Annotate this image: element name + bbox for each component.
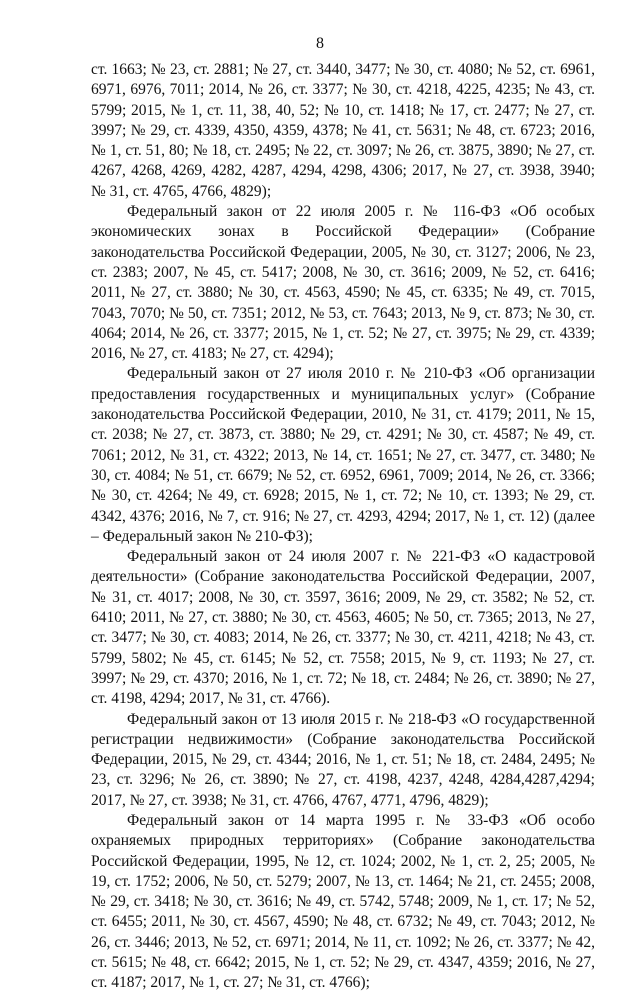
paragraph-law-33-fz: Федеральный закон от 14 марта 1995 г. № 33-ФЗ «Об особо охраняемых природных территориях» (Собрание законодательства Российской Федерации, 1995, № 12, ст. 1024; 2002, № 1, ст. 2, 25; 2005, № 19, ст. 1752; 2006, № 50, ст. 5279; 2007, № 13, ст. 1464; № 21, ст. 2455; 2008, № 29, ст. 3418; № 30, ст. 3616; № 49, ст. 5742, 5748; 2009, № 1, ст. 17; № 52, ст. 6455; 2011, № 30, ст. 4567, 4590; № 48, ст. 6732; № 49, ст. 7043; 2012, № 26, ст. 3446; 2013, № 52, ст. 6971; 2014, № 11, ст. 1092; № 26, ст. 3377; № 42, ст. 5615; № 48, ст. 6642; 2015, № 1, ст. 52; № 29, ст. 4347, 4359; 2016, № 27, ст. 4187; 2017, № 1, ст. 27; № 31, ст. 4766); bbox=[91, 811, 595, 992]
page-number: 8 bbox=[316, 35, 324, 52]
paragraph-law-221-fz: Федеральный закон от 24 июля 2007 г. № 221-ФЗ «О кадастровой деятельности» (Собрание законодательства Российской Федерации, 2007, № 31, ст. 4017; 2008, № 30, ст. 3597, 3616; 2009, № 29, ст. 3582; № 52, ст. 6410; 2011, № 27, ст. 3880; № 30, ст. 4563, 4605; № 50, ст. 7365; 2013, № 27, ст. 3477; № 30, ст. 4083; 2014, № 26, ст. 3377; № 30, ст. 4211, 4218; № 43, ст. 5799, 5802; № 45, ст. 6145; № 52, ст. 7558; 2015, № 9, ст. 1193; № 27, ст. 3997; № 29, ст. 4370; 2016, № 1, ст. 72; № 18, ст. 2484; № 26, ст. 3890; № 27, ст. 4198, 4294; 2017, № 31, ст. 4766). bbox=[91, 548, 595, 708]
paragraph-reference-continuation: ст. 1663; № 23, ст. 2881; № 27, ст. 3440, 3477; № 30, ст. 4080; № 52, ст. 6961, 6971, 6976, 7011; 2014, № 26, ст. 3377; № 30, ст. 4218, 4225, 4235; № 43, ст. 5799; 2015, № 1, ст. 11, 38, 40, 52; № 10, ст. 1418; № 17, ст. 2477; № 27, ст. 3997; № 29, ст. 4339, 4350, 4359, 4378; № 41, ст. 5631; № 48, ст. 6723; 2016, № 1, ст. 51, 80; № 18, ст. 2495; № 22, ст. 3097; № 26, ст. 3875, 3890; № 27, ст. 4267, 4268, 4269, 4282, 4287, 4294, 4298, 4306; 2017, № 27, ст. 3938, 3940; № 31, ст. 4765, 4766, 4829); bbox=[91, 61, 595, 200]
paragraph-law-218-fz: Федеральный закон от 13 июля 2015 г. № 218-ФЗ «О государственной регистрации недвижимости» (Собрание законодательства Российской Федерации, 2015, № 29, ст. 4344; 2016, № 1, ст. 51; № 18, ст. 2484, 2495; № 23, ст. 3296; № 26, ст. 3890; № 27, ст. 4198, 4237, 4248, 4284,4287,4294; 2017, № 27, ст. 3938; № 31, ст. 4766, 4767, 4771, 4796, 4829); bbox=[91, 710, 595, 809]
paragraph-law-210-fz: Федеральный закон от 27 июля 2010 г. № 210-ФЗ «Об организации предоставления государственных и муниципальных услуг» (Собрание законодательства Российской Федерации, 2010, № 31, ст. 4179; 2011, № 15, ст. 2038; № 27, ст. 3873, ст. 3880; № 29, ст. 4291; № 30, ст. 4587; № 49, ст. 7061; 2012, № 31, ст. 4322; 2013, № 14, ст. 1651; № 27, ст. 3477, ст. 3480; № 30, ст. 4084; № 51, ст. 6679; № 52, ст. 6952, 6961, 7009; 2014, № 26, ст. 3366; № 30, ст. 4264; № 49, ст. 6928; 2015, № 1, ст. 72; № 10, ст. 1393; № 29, ст. 4342, 4376; 2016, № 7, ст. 916; № 27, ст. 4293, 4294; 2017, № 1, ст. 12) (далее – Федеральный закон № 210-ФЗ); bbox=[91, 365, 595, 545]
document-body bbox=[91, 60, 595, 994]
paragraph-law-116-fz: Федеральный закон от 22 июля 2005 г. № 116-ФЗ «Об особых экономических зонах в Российской Федерации» (Собрание законодательства Российской Федерации, 2005, № 30, ст. 3127; 2006, № 23, ст. 2383; 2007, № 45, ст. 5417; 2008, № 30, ст. 3616; 2009, № 52, ст. 6416; 2011, № 27, ст. 3880; № 30, ст. 4563, 4590; № 45, ст. 6335; № 49, ст. 7015, 7043, 7070; № 50, ст. 7351; 2012, № 53, ст. 7643; 2013, № 9, ст. 873; № 30, ст. 4064; 2014, № 26, ст. 3377; 2015, № 1, ст. 52; № 27, ст. 3975; № 29, ст. 4339; 2016, № 27, ст. 4183; № 27, ст. 4294); bbox=[91, 203, 595, 363]
